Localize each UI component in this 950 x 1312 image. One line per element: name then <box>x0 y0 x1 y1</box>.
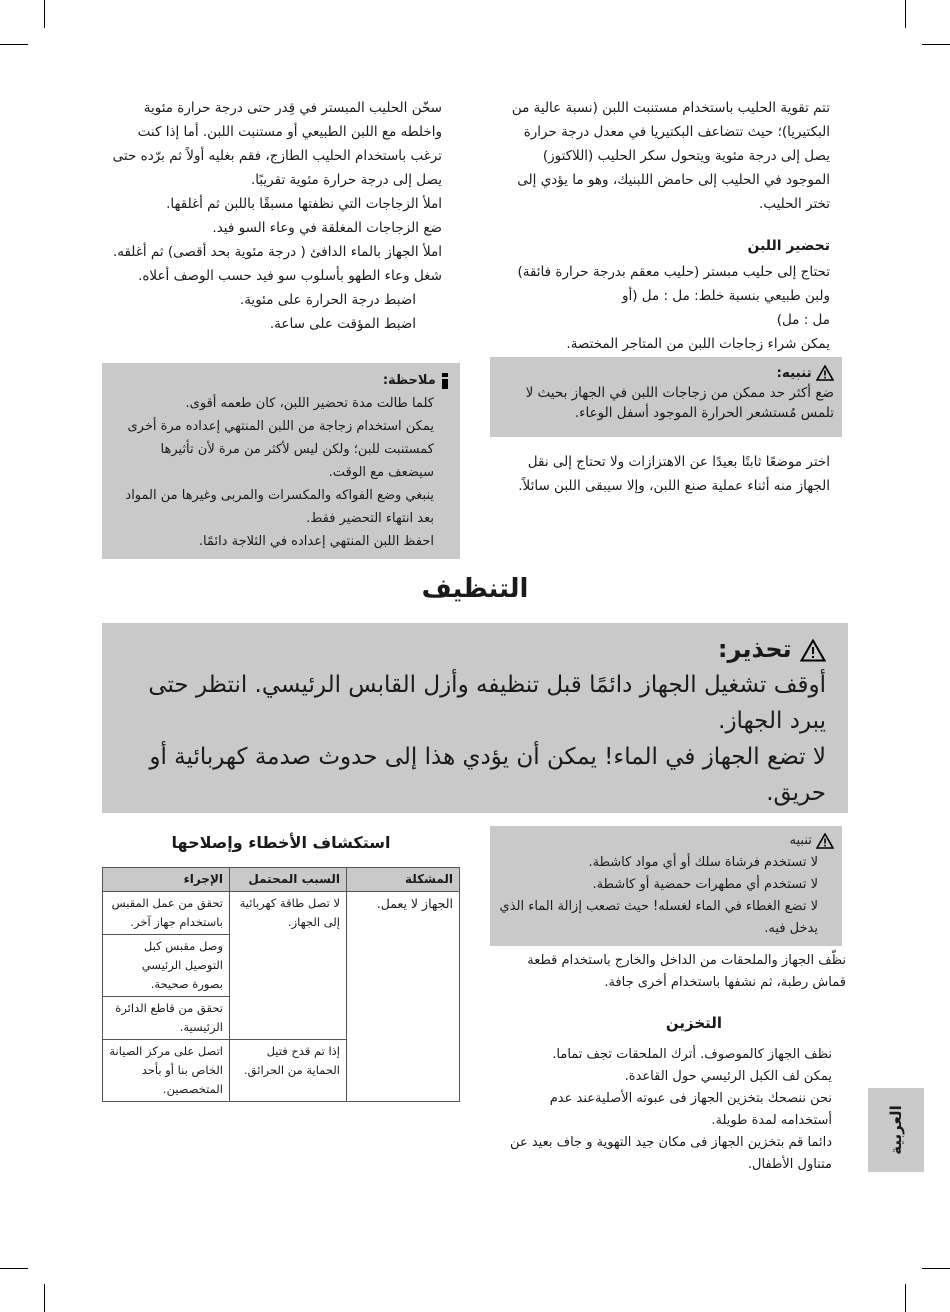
crop-mark <box>0 44 28 45</box>
storage-item: نحن ننصحك بتخزين الجهاز فى عبوته الأصليةعند عدم أستخدامه لمدة طويلة. <box>549 1091 832 1128</box>
note-item: يمكن استخدام زجاجة من اللبن المنتهي إعداده مرة أخرى كمستنبت للبن؛ ولكن ليس لأكثر من مرة لأن تأثيرها سيضعف مع الوقت. <box>127 419 434 480</box>
caution-item: لا تستخدم فرشاة سلك أو أي مواد كاشطة. <box>588 855 818 870</box>
action-cell: اتصل على مركز الصيانة الخاص بنا أو بأحد المتخصصين. <box>103 1040 230 1102</box>
note-box <box>102 363 460 559</box>
note-title: ملاحظة: <box>382 373 436 388</box>
note-item: ينبغي وضع الفواكه والمكسرات والمربى وغيرها من المواد بعد انتهاء التحضير فقط. <box>125 488 434 526</box>
prep-line: يمكن شراء زجاجات اللبن من المتاجر المختصة. <box>566 336 830 352</box>
crop-mark <box>905 1284 906 1312</box>
right-top-section <box>500 96 830 356</box>
note-header <box>112 369 450 392</box>
caution-item: لا تضع الغطاء في الماء لغسله! حيث تصعب إزالة الماء الذي يدخل فيه. <box>499 899 818 936</box>
caution-title: تنبيه: <box>776 365 812 381</box>
storage-item: دائما قم بتخزين الجهاز فى مكان جيد التهوية و جاف بعيد عن متناول الأطفال. <box>510 1135 832 1172</box>
caution-item: لا تستخدم أي مطهرات حمضية أو كاشطة. <box>592 877 818 892</box>
step-line: ضع الزجاجات المغلقة في وعاء السو فيد. <box>212 220 442 236</box>
info-icon <box>440 373 450 389</box>
caution-header <box>498 830 834 852</box>
problem-cell: الجهاز لا يعمل. <box>347 892 460 1102</box>
action-cell: تحقق من عمل المقبس باستخدام جهاز آخر. <box>103 892 230 935</box>
warning-triangle-icon <box>816 365 834 381</box>
crop-mark <box>922 44 950 45</box>
step-line: املأ الزجاجات التي نظفتها مسبقًا باللبن ثم أغلقها. <box>166 196 442 212</box>
cleaning-title: التنظيف <box>421 574 529 604</box>
caution-text: ضع أكثر حد ممكن من زجاجات اللبن في الجهاز بحيث لا تلمس مُستشعر الحرارة الموجود أسفل الوعاء. <box>525 385 834 421</box>
warning-paragraph: لا تضع الجهاز في الماء! يمكن أن يؤدي هذا إلى حدوث صدمة كهربائية أو حريق. <box>149 744 826 806</box>
table-row <box>103 892 460 935</box>
troubleshooting-title: استكشاف الأخطاء وإصلاحها <box>171 833 391 852</box>
prep-line: تحتاج إلى حليب مبستر (حليب معقم بدرجة حرارة فائقة) <box>517 264 830 280</box>
storage-section <box>496 1012 832 1176</box>
warning-triangle-icon <box>800 639 826 662</box>
language-side-tab <box>868 1088 924 1172</box>
troubleshooting-table <box>102 867 460 1102</box>
warning-title: تحذير: <box>717 635 792 663</box>
sub-step-line: اضبط المؤقت على ساعة. <box>269 316 416 332</box>
warning-paragraph: أوقف تشغيل الجهاز دائمًا قبل تنظيفه وأزل القابس الرئيسي. انتظر حتى يبرد الجهاز. <box>148 672 826 734</box>
storage-item: نظف الجهاز كالموصوف. أترك الملحقات تجف تماما. <box>552 1047 832 1062</box>
caution-box-top <box>490 357 842 437</box>
caution-title: تنبيه <box>789 833 812 848</box>
clean-paragraph: نظّف الجهاز والملحقات من الداخل والخارج باستخدام قطعة قماش رطبة، ثم نشفها باستخدام أخرى جافة. <box>527 953 846 990</box>
cause-cell: إذا تم قدح فتيل الحماية من الحرائق. <box>230 1040 347 1102</box>
warning-box <box>102 623 848 813</box>
action-cell: وصل مقبس كبل التوصيل الرئيسي بصورة صحيحة. <box>103 935 230 997</box>
warning-triangle-icon <box>816 833 834 849</box>
crop-mark <box>44 1284 45 1312</box>
step-line: شغل وعاء الطهو بأسلوب سو فيد حسب الوصف أعلاه. <box>138 268 442 284</box>
table-header-cell: السبب المحتمل <box>230 868 347 892</box>
action-cell: تحقق من قاطع الدائرة الرئيسية. <box>103 997 230 1040</box>
language-tab-label: العربية <box>887 1105 905 1155</box>
note-item: كلما طالت مدة تحضير اللبن، كان طعمه أقوى. <box>185 396 434 411</box>
caution-box-bottom <box>490 826 842 946</box>
note-item: احفظ اللبن المنتهي إعداده في الثلاجة دائمًا. <box>198 534 434 549</box>
crop-mark <box>922 1268 950 1269</box>
left-top-section <box>102 96 442 336</box>
prep-line: ولبن طبيعي بنسبة خلط: مل : مل (أو <box>621 288 830 304</box>
caution-header <box>498 363 834 383</box>
prep-line: مل : مل) <box>776 312 830 328</box>
sub-step-line: اضبط درجة الحرارة على مئوية. <box>239 292 416 308</box>
table-header-cell: المشكلة <box>347 868 460 892</box>
intro-paragraph: تتم تقوية الحليب باستخدام مستنبت اللبن (نسبة عالية من البكتيريا)؛ حيث تتضاعف البكتيريا في معدل درجة حرارة يصل إلى درجة مئوية ويتحول سكر الحليب (اللاكتوز) الموجود في الحليب إلى حامض اللبنيك، وهو ما يؤدي إلى تختر الحليب. <box>511 100 830 212</box>
table-header-cell: الإجراء <box>103 868 230 892</box>
storage-heading: التخزين <box>665 1014 723 1032</box>
crop-mark <box>44 0 45 28</box>
crop-mark <box>0 1268 28 1269</box>
step-paragraph: سخّن الحليب المبستر في قِدر حتى درجة حرارة مئوية واخلطه مع اللبن الطبيعي أو مستنبت اللبن. أما إذا كنت ترغب باستخدام الحليب الطازج، فقم بغليه أولاً ثم برّده حتى يصل إلى درجة حرارة مئوية تقريبًا. <box>112 100 442 188</box>
step-line: املأ الجهاز بالماء الدافئ ( درجة مئوية بحد أقصى) ثم أغلقه. <box>112 244 442 260</box>
table-header-row <box>103 868 460 892</box>
warning-header <box>124 631 826 667</box>
crop-mark <box>905 0 906 28</box>
placement-paragraph: اختر موضعًا ثابتًا بعيدًا عن الاهتزازات ولا تحتاج إلى نقل الجهاز منه أثناء عملية صنع اللبن، وإلا سيبقى اللبن سائلاً. <box>518 454 830 494</box>
storage-item: يمكن لف الكبل الرئيسي حول القاعدة. <box>624 1069 832 1084</box>
cause-cell: لا تصل طاقة كهربائية إلى الجهاز. <box>230 892 347 1040</box>
prep-heading: تحضير اللبن <box>747 238 830 254</box>
